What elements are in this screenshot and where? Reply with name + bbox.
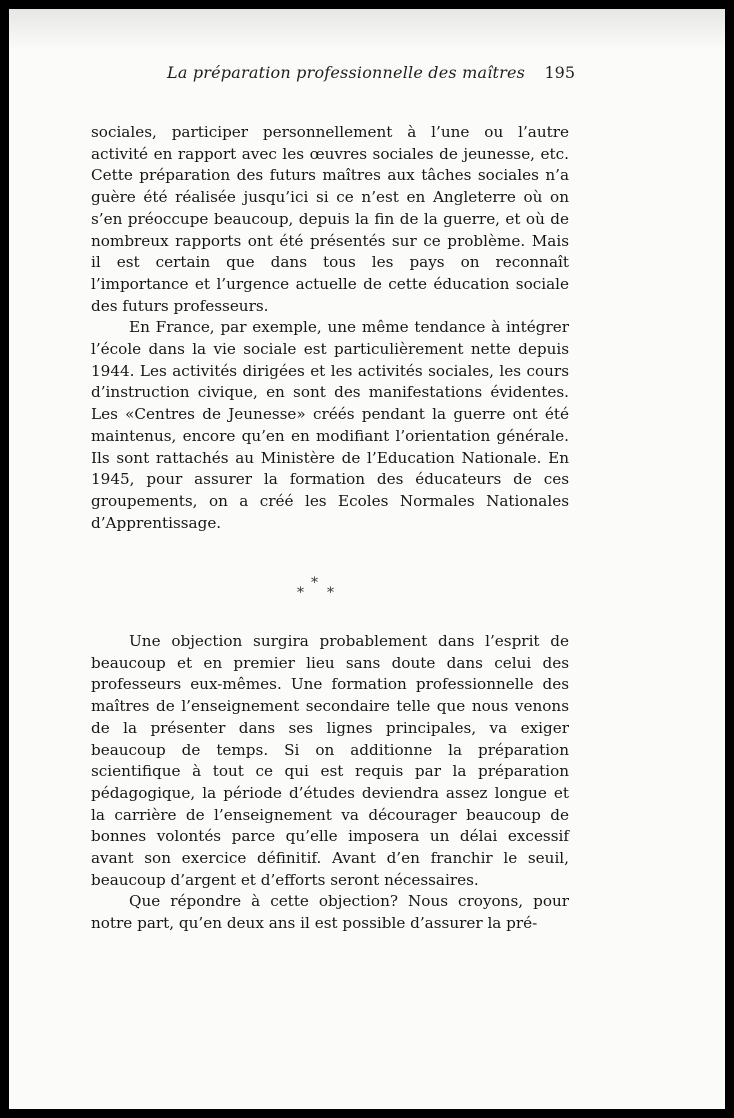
- asterism-separator: [289, 575, 379, 601]
- running-title: La préparation professionnelle des maîtres: [167, 63, 526, 82]
- asterisk-top: *: [311, 575, 318, 591]
- book-page: [9, 9, 725, 1109]
- text-block-top: [91, 122, 569, 534]
- asterisk-left: *: [297, 585, 304, 601]
- paragraph-france-example: En France, par exemple, une même tendance à intégrer l’école dans la vie sociale est particulièrement nette depuis 1944. Les activités dirigées et les activités sociales, les cours d’instruction civique, en sont des manifestations évidentes. Les «Centres de Jeunesse» créés pendant la guerre ont été maintenus, encore qu’en en modifiant l’orientation générale. Ils sont rattachés au Ministère de l’Education Nationale. En 1945, pour assurer la formation des éducateurs de ces groupements, on a créé les Ecoles Normales Nationales d’Apprentissage.: [91, 318, 569, 532]
- paragraph-social-preparation: sociales, participer personnellement à l’une ou l’autre activité en rapport avec les œuvres sociales de jeunesse, etc. Cette préparation des futurs maîtres aux tâches sociales n’a guère été réalisée jusqu’ici si ce n’est en Angleterre où on s’en préoccupe beaucoup, depuis la fin de la guerre, et où de nombreux rapports ont été présentés sur ce problème. Mais il est certain que dans tous les pays on reconnaît l’importance et l’urgence actuelle de cette éducation sociale des futurs professeurs.: [91, 123, 569, 315]
- page-number: 195: [544, 63, 575, 82]
- asterisk-right: *: [327, 585, 334, 601]
- paragraph-objection: Une objection surgira probablement dans l’esprit de beaucoup et en premier lieu sans doute dans celui des professeurs eux-mêmes. Une formation professionnelle des maîtres de l’enseignement secondaire telle que nous venons de la présenter dans ses lignes principales, va exiger beaucoup de temps. Si on additionne la préparation scientifique à tout ce qui est requis par la préparation pédagogique, la période d’études deviendra assez longue et la carrière de l’enseignement va décourager beaucoup de bonnes volontés parce qu’elle imposera un délai excessif avant son exercice définitif. Avant d’en franchir le seuil, beaucoup d’argent et d’efforts seront nécessaires.: [91, 632, 569, 889]
- text-block-bottom: [91, 631, 569, 935]
- paragraph-answer: Que répondre à cette objection? Nous croyons, pour notre part, qu’en deux ans il est possible d’assurer la pré-: [91, 892, 569, 933]
